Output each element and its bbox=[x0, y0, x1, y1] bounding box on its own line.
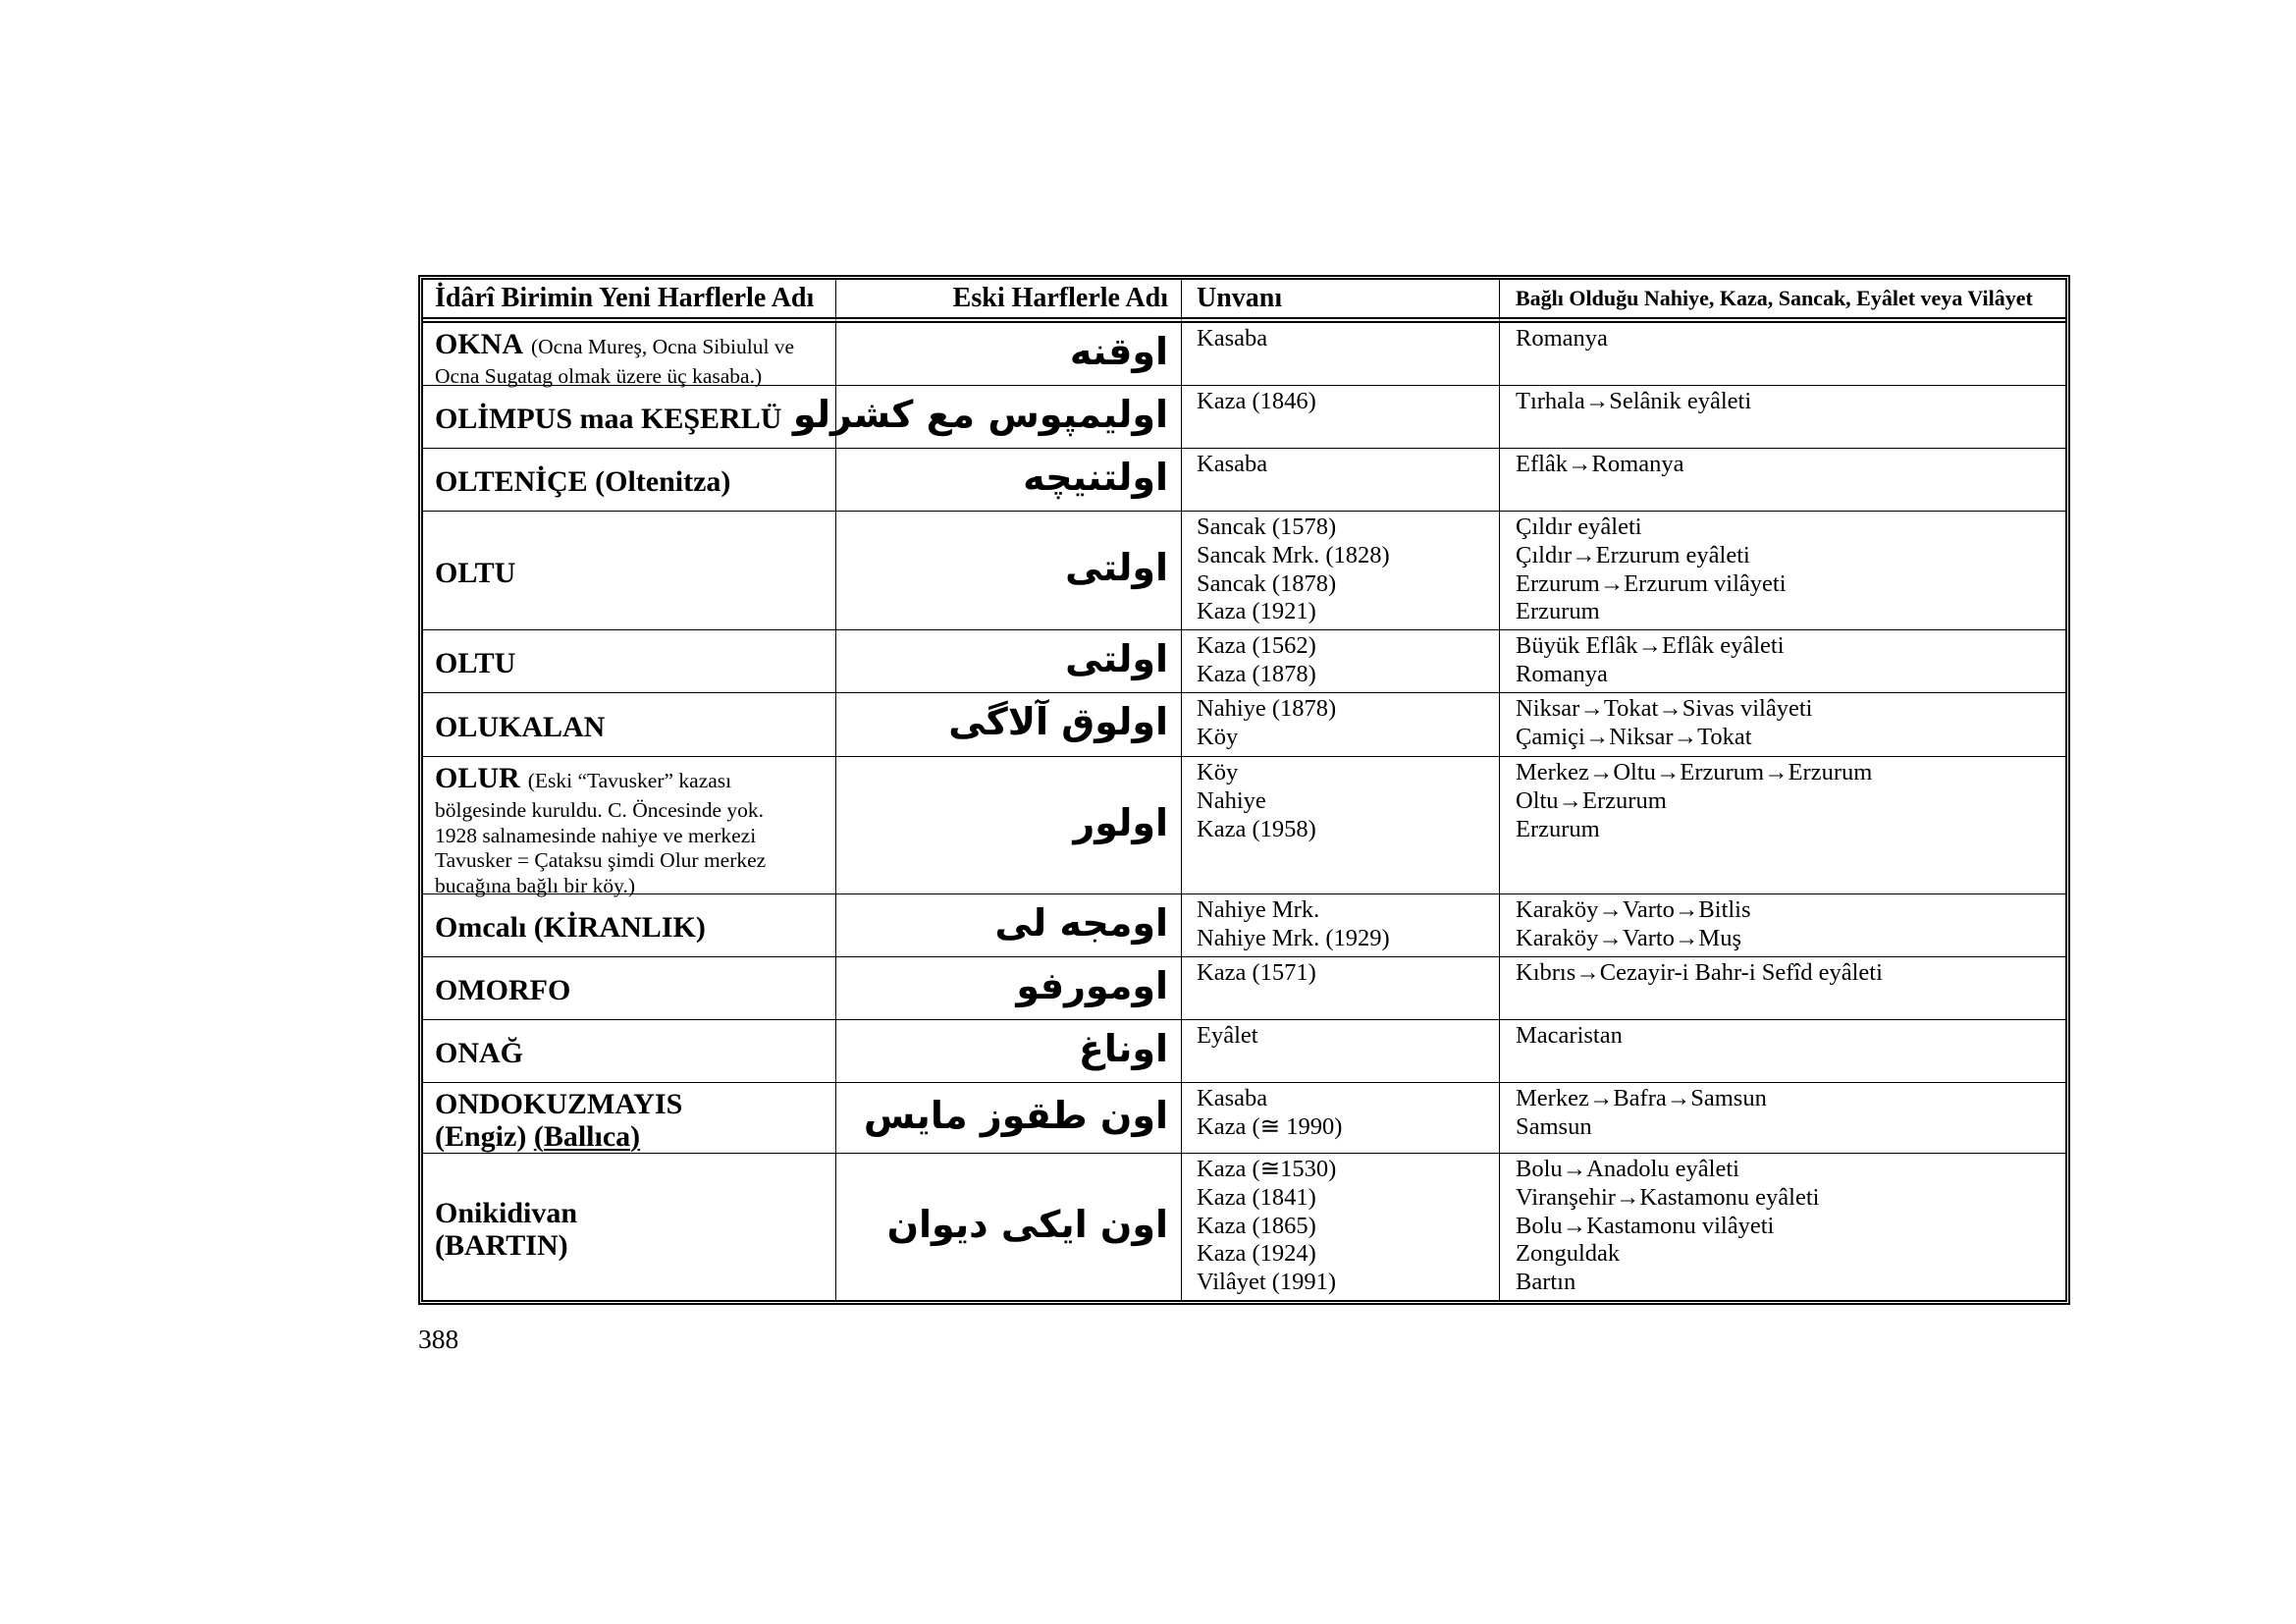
new-script-name-cell bbox=[423, 386, 836, 449]
unit-name: OLTENİÇE (Oltenitza) bbox=[435, 465, 731, 498]
title-cell bbox=[1182, 1083, 1500, 1154]
affiliation-cell bbox=[1500, 1154, 2065, 1300]
title-cell bbox=[1182, 1020, 1500, 1083]
new-script-name-cell bbox=[423, 512, 836, 630]
new-script-name-cell bbox=[423, 894, 836, 957]
page-number: 388 bbox=[418, 1324, 459, 1354]
affiliation-cell bbox=[1500, 757, 2065, 894]
administrative-units-table bbox=[418, 275, 2070, 1305]
affiliation-line: Viranşehir→Kastamonu eyâleti bbox=[1516, 1183, 1820, 1211]
header-old-script-name: Eski Harflerle Adı bbox=[836, 280, 1182, 323]
unit-name: OLTU bbox=[435, 556, 516, 589]
new-script-name-cell bbox=[423, 957, 836, 1020]
title-cell bbox=[1182, 693, 1500, 757]
unit-name: OLTU bbox=[435, 647, 516, 679]
title-cell bbox=[1182, 512, 1500, 630]
unit-note: (Eski “Tavusker” kazası bbox=[527, 769, 732, 792]
title-cell bbox=[1182, 757, 1500, 894]
affiliation-line: Büyük Eflâk→Eflâk eyâleti bbox=[1516, 632, 1785, 659]
affiliation-line: Eflâk→Romanya bbox=[1516, 451, 1684, 477]
old-script-name-cell bbox=[836, 512, 1182, 630]
title-line: Sancak Mrk. (1828) bbox=[1197, 541, 1390, 568]
affiliation-cell bbox=[1500, 323, 2065, 386]
unit-name: Onikidivan bbox=[435, 1196, 578, 1229]
new-script-name-cell bbox=[423, 1020, 836, 1083]
title-line: Nahiye Mrk. (1929) bbox=[1197, 924, 1390, 951]
old-script-name-cell bbox=[836, 630, 1182, 693]
title-line: Kaza (1562) bbox=[1197, 632, 1316, 659]
old-script-name: اوليمپوس مع كشرلو bbox=[792, 392, 1168, 436]
old-script-name: اومورفو bbox=[1016, 963, 1168, 1007]
new-script-name-cell bbox=[423, 757, 836, 897]
title-cell bbox=[1182, 1154, 1500, 1300]
title-cell bbox=[1182, 630, 1500, 693]
title-line: Kaza (1921) bbox=[1197, 598, 1316, 625]
title-line: Kaza (≅1530) bbox=[1197, 1156, 1337, 1182]
unit-note: bölgesinde kuruldu. C. Öncesinde yok. bbox=[435, 798, 764, 822]
title-line: Kasaba bbox=[1197, 451, 1268, 477]
old-script-name-cell bbox=[836, 323, 1182, 386]
unit-name-segment: (Ballıca) bbox=[533, 1119, 641, 1153]
unit-name: Omcalı (KİRANLIK) bbox=[435, 911, 706, 944]
unit-note: 1928 salnamesinde nahiye ve merkezi bbox=[435, 823, 757, 847]
title-line: Nahiye Mrk. bbox=[1197, 896, 1320, 923]
title-line: Nahiye (1878) bbox=[1197, 695, 1337, 722]
old-script-name: اوقنه bbox=[1069, 329, 1168, 373]
header-title: Unvanı bbox=[1182, 280, 1500, 323]
affiliation-line: Bolu→Kastamonu vilâyeti bbox=[1516, 1212, 1775, 1239]
title-line: Kaza (1958) bbox=[1197, 815, 1316, 842]
old-script-name-cell bbox=[836, 894, 1182, 957]
old-script-name: اولتى bbox=[1065, 546, 1168, 589]
affiliation-cell bbox=[1500, 630, 2065, 693]
header-new-script-name: İdârî Birimin Yeni Harflerle Adı bbox=[423, 280, 836, 323]
unit-name: OLUKALAN bbox=[435, 710, 606, 743]
title-cell bbox=[1182, 894, 1500, 957]
unit-name: OMORFO bbox=[435, 974, 571, 1006]
affiliation-line: Niksar→Tokat→Sivas vilâyeti bbox=[1516, 695, 1813, 722]
old-script-name-cell bbox=[836, 1154, 1182, 1300]
title-line: Kaza (1841) bbox=[1197, 1183, 1316, 1211]
affiliation-line: Oltu→Erzurum bbox=[1516, 786, 1667, 814]
old-script-name-cell bbox=[836, 757, 1182, 894]
old-script-name-cell bbox=[836, 1020, 1182, 1083]
title-line: Nahiye bbox=[1197, 786, 1266, 814]
title-cell bbox=[1182, 957, 1500, 1020]
affiliation-line: Tırhala→Selânik eyâleti bbox=[1516, 388, 1752, 414]
unit-name: ONAĞ bbox=[435, 1037, 523, 1069]
affiliation-line: Bolu→Anadolu eyâleti bbox=[1516, 1156, 1739, 1182]
old-script-name-cell bbox=[836, 449, 1182, 512]
title-line: Eyâlet bbox=[1197, 1022, 1258, 1049]
affiliation-cell bbox=[1500, 1083, 2065, 1154]
old-script-name: اولتنيچه bbox=[1023, 455, 1168, 499]
old-script-name: اوناغ bbox=[1078, 1026, 1168, 1070]
name-first-line bbox=[435, 329, 835, 364]
name-first-line bbox=[435, 763, 835, 798]
affiliation-line: Zonguldak bbox=[1516, 1240, 1621, 1268]
old-script-name-cell bbox=[792, 386, 1182, 449]
affiliation-cell bbox=[1500, 957, 2065, 1020]
new-script-name-cell bbox=[423, 449, 836, 512]
affiliation-line: Erzurum→Erzurum vilâyeti bbox=[1516, 569, 1787, 597]
affiliation-line: Samsun bbox=[1516, 1112, 1592, 1140]
old-script-name: اون طقوز مايس bbox=[863, 1093, 1168, 1137]
title-line: Kasaba bbox=[1197, 325, 1268, 352]
new-script-name-cell bbox=[423, 1154, 836, 1300]
new-script-name-cell bbox=[423, 323, 836, 386]
affiliation-line: Karaköy→Varto→Bitlis bbox=[1516, 896, 1751, 923]
title-line: Kasaba bbox=[1197, 1085, 1268, 1111]
affiliation-line: Erzurum bbox=[1516, 815, 1600, 842]
unit-name: ONDOKUZMAYIS bbox=[435, 1087, 683, 1120]
affiliation-line: Merkez→Oltu→Erzurum→Erzurum bbox=[1516, 759, 1873, 785]
new-script-name-cell bbox=[423, 693, 836, 757]
new-script-name-cell bbox=[423, 1083, 836, 1154]
title-cell bbox=[1182, 386, 1500, 449]
unit-name-segment: (Engiz) bbox=[435, 1119, 527, 1153]
old-script-name: اولور bbox=[1073, 800, 1168, 844]
title-line: Köy bbox=[1197, 723, 1239, 750]
affiliation-line: Karaköy→Varto→Muş bbox=[1516, 924, 1741, 951]
affiliation-line: Macaristan bbox=[1516, 1022, 1623, 1049]
unit-name: OLUR bbox=[435, 762, 520, 794]
title-cell bbox=[1182, 449, 1500, 512]
affiliation-line: Merkez→Bafra→Samsun bbox=[1516, 1085, 1767, 1111]
title-line: Kaza (1924) bbox=[1197, 1240, 1316, 1268]
unit-name bbox=[435, 1120, 835, 1153]
old-script-name: اولتى bbox=[1065, 636, 1168, 680]
title-cell bbox=[1182, 323, 1500, 386]
title-line: Kaza (1846) bbox=[1197, 388, 1316, 414]
old-script-name-cell bbox=[836, 1083, 1182, 1154]
title-line: Köy bbox=[1197, 759, 1239, 785]
affiliation-cell bbox=[1500, 1020, 2065, 1083]
title-line: Vilâyet (1991) bbox=[1197, 1269, 1337, 1296]
affiliation-line: Çıldır→Erzurum eyâleti bbox=[1516, 541, 1750, 568]
old-script-name: اومجه لى bbox=[994, 900, 1168, 945]
unit-note: (Ocna Mureş, Ocna Sibiulul ve bbox=[531, 335, 795, 358]
unit-note: Ocna Sugatag olmak üzere üç kasaba.) bbox=[435, 364, 763, 388]
affiliation-line: Çamiçi→Niksar→Tokat bbox=[1516, 723, 1752, 750]
affiliation-cell bbox=[1500, 449, 2065, 512]
unit-note: bucağına bağlı bir köy.) bbox=[435, 873, 635, 897]
affiliation-line: Bartın bbox=[1516, 1269, 1576, 1296]
title-line: Kaza (1865) bbox=[1197, 1212, 1316, 1239]
unit-name: OLİMPUS maa KEŞERLÜ bbox=[435, 403, 782, 435]
new-script-name-cell bbox=[423, 630, 836, 693]
title-line: Kaza (1878) bbox=[1197, 660, 1316, 687]
unit-name: OKNA bbox=[435, 328, 523, 360]
affiliation-cell bbox=[1500, 894, 2065, 957]
old-script-name: اون ايكى ديوان bbox=[886, 1202, 1168, 1246]
unit-name: (BARTIN) bbox=[435, 1228, 568, 1262]
affiliation-line: Kıbrıs→Cezayir-i Bahr-i Sefîd eyâleti bbox=[1516, 959, 1883, 986]
unit-note: Tavusker = Çataksu şimdi Olur merkez bbox=[435, 848, 767, 872]
affiliation-cell bbox=[1500, 512, 2065, 630]
affiliation-cell bbox=[1500, 693, 2065, 757]
affiliation-line: Erzurum bbox=[1516, 598, 1600, 625]
old-script-name: اولوق آلاگى bbox=[948, 700, 1168, 743]
title-line: Kaza (≅ 1990) bbox=[1197, 1112, 1343, 1140]
header-affiliation: Bağlı Olduğu Nahiye, Kaza, Sancak, Eyâlet veya Vilâyet bbox=[1500, 280, 2065, 323]
title-line: Sancak (1878) bbox=[1197, 569, 1337, 597]
old-script-name-cell bbox=[836, 957, 1182, 1020]
title-line: Kaza (1571) bbox=[1197, 959, 1316, 986]
affiliation-line: Romanya bbox=[1516, 660, 1608, 687]
affiliation-cell bbox=[1500, 386, 2065, 449]
title-line: Sancak (1578) bbox=[1197, 514, 1337, 540]
affiliation-line: Çıldır eyâleti bbox=[1516, 514, 1642, 540]
old-script-name-cell bbox=[836, 693, 1182, 757]
affiliation-line: Romanya bbox=[1516, 325, 1608, 352]
